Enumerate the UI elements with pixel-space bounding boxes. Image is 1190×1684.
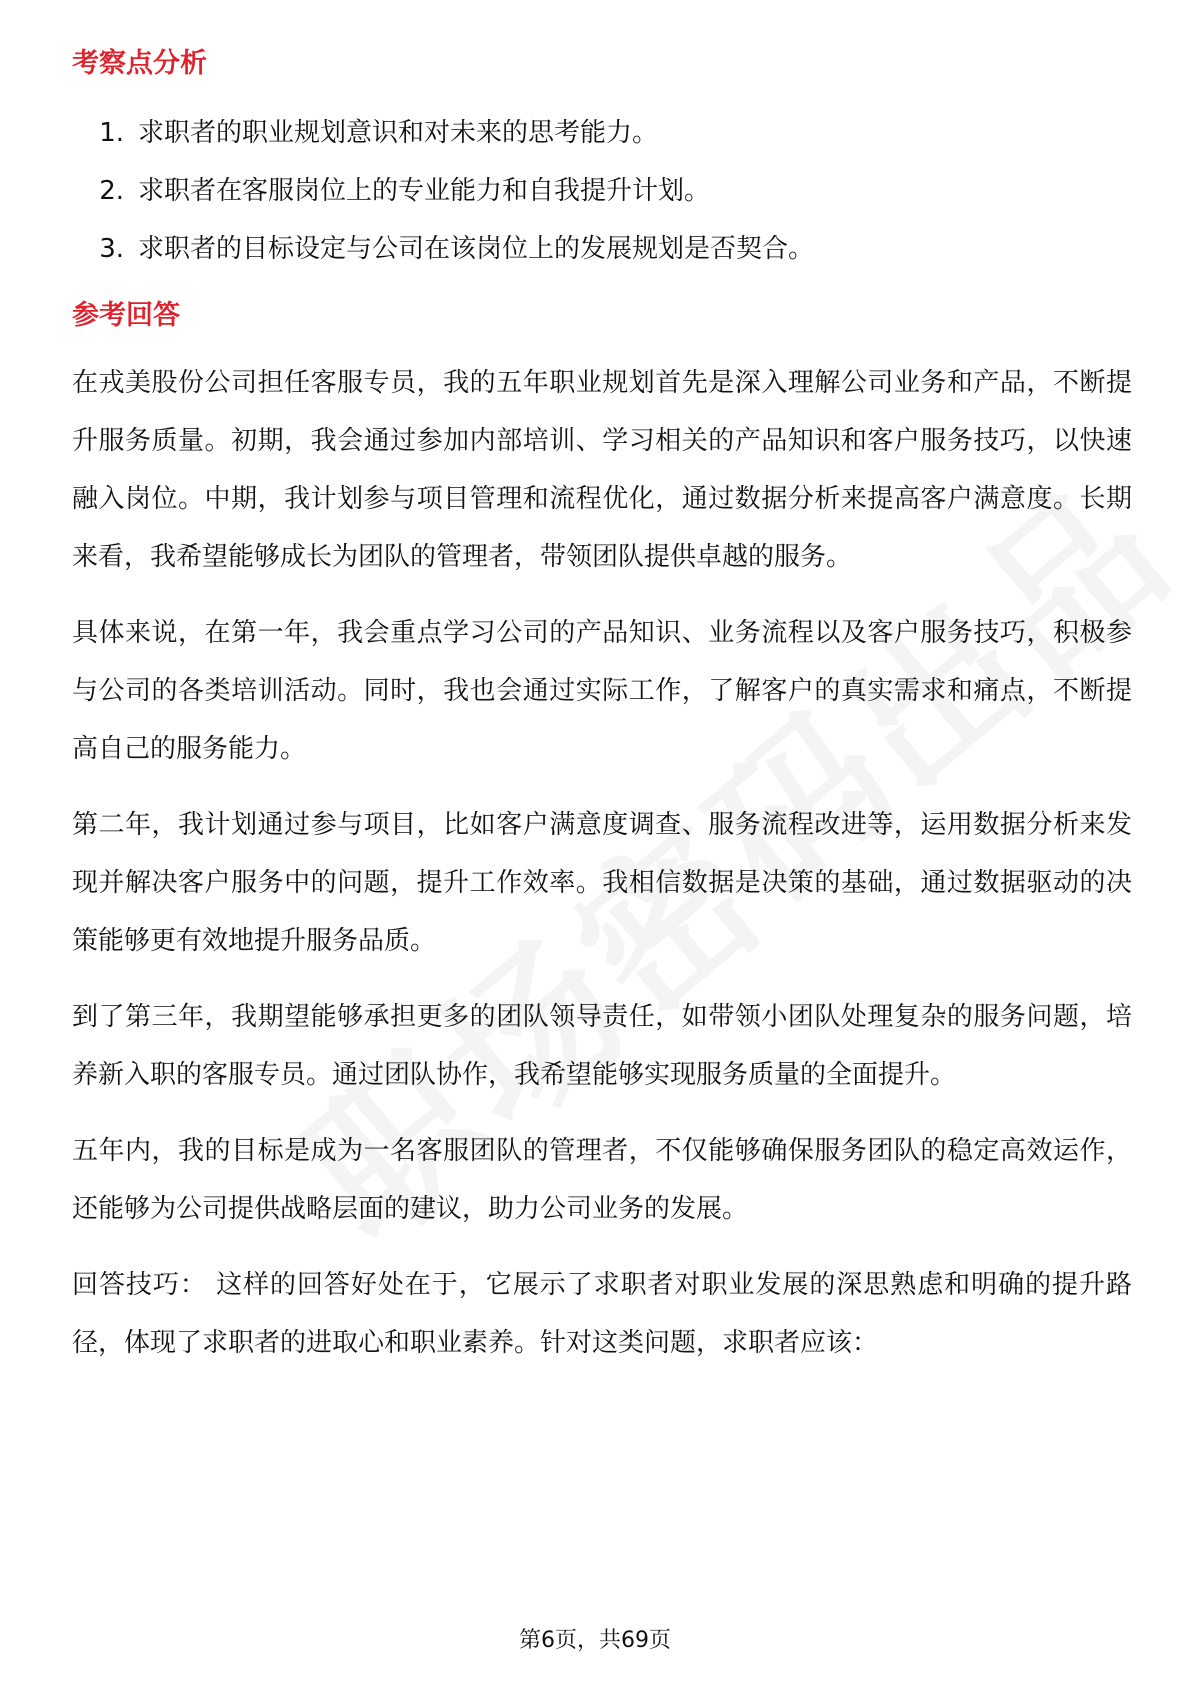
answer-paragraph: 具体来说，在第一年，我会重点学习公司的产品知识、业务流程以及客户服务技巧，积极参与公司的各类培训活动。同时，我也会通过实际工作，了解客户的真实需求和痛点，不断提高自己的服务能力。 xyxy=(72,618,1132,764)
answer-paragraph: 到了第三年，我期望能够承担更多的团队领导责任，如带领小团队处理复杂的服务问题，培养新入职的客服专员。通过团队协作，我希望能够实现服务质量的全面提升。 xyxy=(72,1002,1132,1090)
answer-paragraph: 五年内，我的目标是成为一名客服团队的管理者，不仅能够确保服务团队的稳定高效运作，还能够为公司提供战略层面的建议，助力公司业务的发展。 xyxy=(72,1136,1132,1224)
analysis-heading: 考察点分析 xyxy=(72,48,207,79)
list-item xyxy=(72,104,1132,162)
answer-tips-paragraph: 回答技巧： 这样的回答好处在于，它展示了求职者对职业发展的深思熟虑和明确的提升路径，体现了求职者的进取心和职业素养。针对这类问题，求职者应该： xyxy=(72,1270,1132,1358)
document-body xyxy=(72,44,1132,1390)
answer-paragraph: 第二年，我计划通过参与项目，比如客户满意度调查、服务流程改进等，运用数据分析来发现并解决客户服务中的问题，提升工作效率。我相信数据是决策的基础，通过数据驱动的决策能够更有效地提升服务品质。 xyxy=(72,810,1132,956)
list-text: 求职者在客服岗位上的专业能力和自我提升计划。 xyxy=(138,176,711,206)
answer-heading: 参考回答 xyxy=(72,300,180,331)
list-number: 1. xyxy=(99,118,124,148)
list-text: 求职者的职业规划意识和对未来的思考能力。 xyxy=(138,118,659,148)
list-item xyxy=(72,162,1132,220)
answer-paragraph: 在戎美股份公司担任客服专员，我的五年职业规划首先是深入理解公司业务和产品，不断提升服务质量。初期，我会通过参加内部培训、学习相关的产品知识和客户服务技巧，以快速融入岗位。中期，我计划参与项目管理和流程优化，通过数据分析来提高客户满意度。长期来看，我希望能够成长为团队的管理者，带领团队提供卓越的服务。 xyxy=(72,368,1132,572)
list-number: 3. xyxy=(99,234,124,264)
list-item xyxy=(72,220,1132,278)
list-text: 求职者的目标设定与公司在该岗位上的发展规划是否契合。 xyxy=(138,234,815,264)
list-number: 2. xyxy=(99,176,124,206)
analysis-list xyxy=(72,104,1132,278)
page-number: 第6页，共69页 xyxy=(519,1628,671,1653)
